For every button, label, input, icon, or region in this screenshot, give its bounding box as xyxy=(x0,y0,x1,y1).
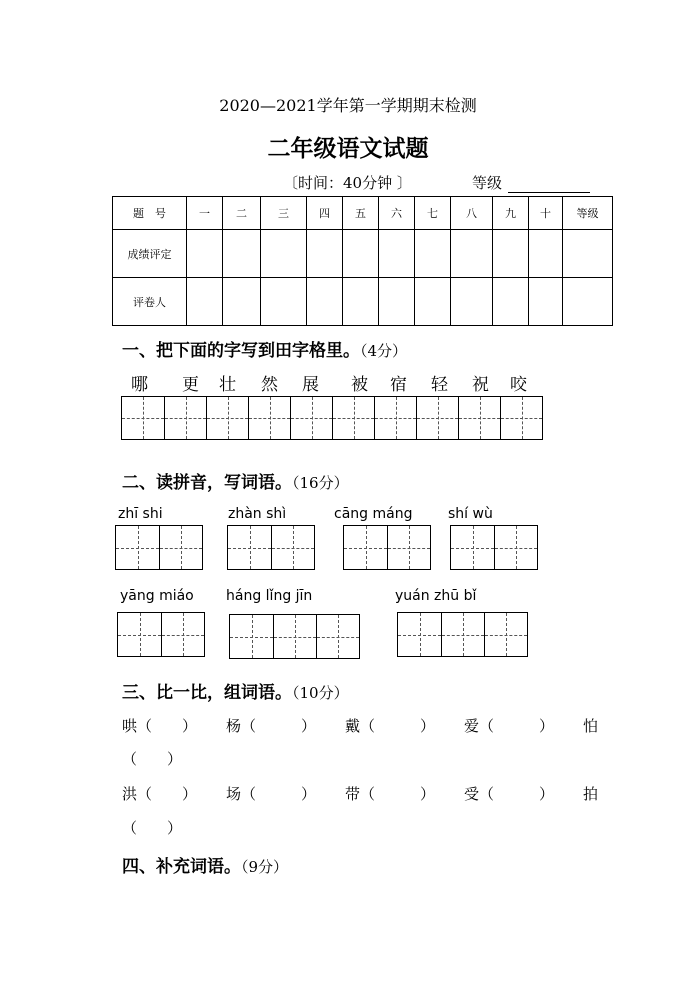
section-1-title: 一、把下面的字写到田字格里。 xyxy=(122,341,360,361)
compare-row-2 xyxy=(122,783,598,804)
score-table xyxy=(112,196,613,326)
section-4-points: （9分） xyxy=(241,858,289,876)
tianzige-cell[interactable] xyxy=(374,397,416,439)
section-3-points: （10分） xyxy=(292,684,349,702)
score-cell[interactable] xyxy=(563,230,613,278)
score-cell[interactable] xyxy=(529,230,563,278)
compare-row-2-tail[interactable]: （ ） xyxy=(122,819,183,837)
score-cell[interactable] xyxy=(415,278,451,326)
tianzige-cell[interactable] xyxy=(118,613,161,656)
compare-item[interactable]: 洪（ ） xyxy=(122,785,198,803)
pinyin-label: shí wù xyxy=(448,506,493,522)
score-cell[interactable] xyxy=(379,278,415,326)
pinyin-label: háng lǐng jīn xyxy=(226,588,313,604)
compare-item[interactable]: 杨（ ） xyxy=(225,717,316,735)
tianzige-cell[interactable] xyxy=(458,397,500,439)
score-header-cell: 一 xyxy=(187,197,223,230)
char-item: 哪 xyxy=(131,375,148,395)
score-header-cell: 三 xyxy=(261,197,307,230)
score-row-label: 成绩评定 xyxy=(113,230,187,278)
tianzige-cell[interactable] xyxy=(441,613,484,656)
tianzige-cell[interactable] xyxy=(387,526,430,569)
grade-blank[interactable] xyxy=(508,178,590,193)
tianzige-cell[interactable] xyxy=(494,526,537,569)
word-box-group xyxy=(227,525,315,570)
tianzige-cell[interactable] xyxy=(290,397,332,439)
char-item: 祝 xyxy=(472,375,489,395)
score-row-label: 评卷人 xyxy=(113,278,187,326)
section-3-title: 三、比一比，组词语。 xyxy=(122,683,292,703)
word-box-group xyxy=(229,614,360,659)
tianzige-cell[interactable] xyxy=(122,397,164,439)
tianzige-cell[interactable] xyxy=(159,526,202,569)
char-item: 轻 xyxy=(431,375,448,395)
score-cell[interactable] xyxy=(563,278,613,326)
compare-item[interactable]: 戴（ ） xyxy=(344,717,435,735)
tianzige-cell[interactable] xyxy=(248,397,290,439)
score-cell[interactable] xyxy=(415,230,451,278)
score-cell[interactable] xyxy=(261,230,307,278)
score-cell[interactable] xyxy=(187,278,223,326)
tianzige-cell[interactable] xyxy=(451,526,494,569)
score-header-cell: 十 xyxy=(529,197,563,230)
score-header-cell: 八 xyxy=(451,197,493,230)
score-cell[interactable] xyxy=(493,278,529,326)
tianzige-cell[interactable] xyxy=(164,397,206,439)
tianzige-cell[interactable] xyxy=(271,526,314,569)
score-cell[interactable] xyxy=(223,278,261,326)
section-1-tianzige xyxy=(121,396,543,440)
section-4-heading xyxy=(122,852,288,877)
compare-item: 拍 xyxy=(582,785,598,803)
compare-item[interactable]: 哄（ ） xyxy=(122,717,198,735)
grade-label: 等级 xyxy=(472,174,503,192)
section-2-points: （16分） xyxy=(292,474,349,492)
tianzige-cell[interactable] xyxy=(228,526,271,569)
char-item: 壮 xyxy=(219,375,236,395)
score-cell[interactable] xyxy=(307,230,343,278)
score-cell[interactable] xyxy=(379,230,415,278)
tianzige-cell[interactable] xyxy=(316,615,359,658)
tianzige-cell[interactable] xyxy=(273,615,316,658)
score-header-cell: 五 xyxy=(343,197,379,230)
score-cell[interactable] xyxy=(343,230,379,278)
score-cell[interactable] xyxy=(307,278,343,326)
score-cell[interactable] xyxy=(451,278,493,326)
tianzige-cell[interactable] xyxy=(116,526,159,569)
char-item: 被 xyxy=(351,375,368,395)
word-box-group xyxy=(117,612,205,657)
tianzige-cell[interactable] xyxy=(344,526,387,569)
tianzige-cell[interactable] xyxy=(230,615,273,658)
word-box-group xyxy=(450,525,538,570)
pinyin-label: cāng máng xyxy=(334,506,413,522)
score-cell[interactable] xyxy=(187,230,223,278)
tianzige-cell[interactable] xyxy=(500,397,542,439)
tianzige-cell[interactable] xyxy=(206,397,248,439)
score-cell[interactable] xyxy=(493,230,529,278)
pinyin-label: yāng miáo xyxy=(120,588,194,604)
score-cell[interactable] xyxy=(261,278,307,326)
compare-item[interactable]: 爱（ ） xyxy=(463,717,554,735)
section-1-heading xyxy=(122,336,407,361)
char-item: 展 xyxy=(302,375,319,395)
time-label: 〔时间：40分钟 〕 xyxy=(283,174,412,192)
score-cell[interactable] xyxy=(451,230,493,278)
section-2-title: 二、读拼音，写词语。 xyxy=(122,473,292,493)
score-header-cell: 等级 xyxy=(563,197,613,230)
section-4-title: 四、补充词语。 xyxy=(122,857,241,877)
section-1-points: （4分） xyxy=(360,342,408,360)
word-box-group xyxy=(397,612,528,657)
pinyin-label: zhàn shì xyxy=(228,506,287,522)
section-2-heading xyxy=(122,468,349,493)
score-row-grader xyxy=(113,278,613,326)
score-header-cell: 七 xyxy=(415,197,451,230)
tianzige-cell[interactable] xyxy=(484,613,527,656)
score-cell[interactable] xyxy=(343,278,379,326)
exam-title: 二年级语文试题 xyxy=(267,136,429,162)
score-header-cell: 题 号 xyxy=(113,197,187,230)
word-box-group xyxy=(115,525,203,570)
char-item: 然 xyxy=(261,375,278,395)
grade-field xyxy=(472,172,590,193)
tianzige-cell[interactable] xyxy=(416,397,458,439)
compare-row-1-tail[interactable]: （ ） xyxy=(122,750,183,768)
score-row-grading xyxy=(113,230,613,278)
score-table-header-row xyxy=(113,197,613,230)
compare-item[interactable]: 带（ ） xyxy=(344,785,435,803)
score-cell[interactable] xyxy=(529,278,563,326)
score-header-cell: 六 xyxy=(379,197,415,230)
tianzige-cell[interactable] xyxy=(161,613,204,656)
school-year-line: 2020—2021学年第一学期期末检测 xyxy=(219,96,477,115)
char-item: 宿 xyxy=(390,375,407,395)
score-cell[interactable] xyxy=(223,230,261,278)
pinyin-label: zhī shi xyxy=(118,506,163,522)
tianzige-cell[interactable] xyxy=(332,397,374,439)
score-header-cell: 二 xyxy=(223,197,261,230)
section-3-heading xyxy=(122,678,349,703)
score-header-cell: 四 xyxy=(307,197,343,230)
char-item: 咬 xyxy=(510,375,527,395)
score-header-cell: 九 xyxy=(493,197,529,230)
compare-item[interactable]: 场（ ） xyxy=(225,785,316,803)
compare-row-1 xyxy=(122,715,598,736)
char-item: 更 xyxy=(182,375,199,395)
word-box-group xyxy=(343,525,431,570)
compare-item[interactable]: 受（ ） xyxy=(463,785,554,803)
pinyin-label: yuán zhū bǐ xyxy=(395,588,477,604)
tianzige-cell[interactable] xyxy=(398,613,441,656)
compare-item: 怕 xyxy=(582,717,598,735)
